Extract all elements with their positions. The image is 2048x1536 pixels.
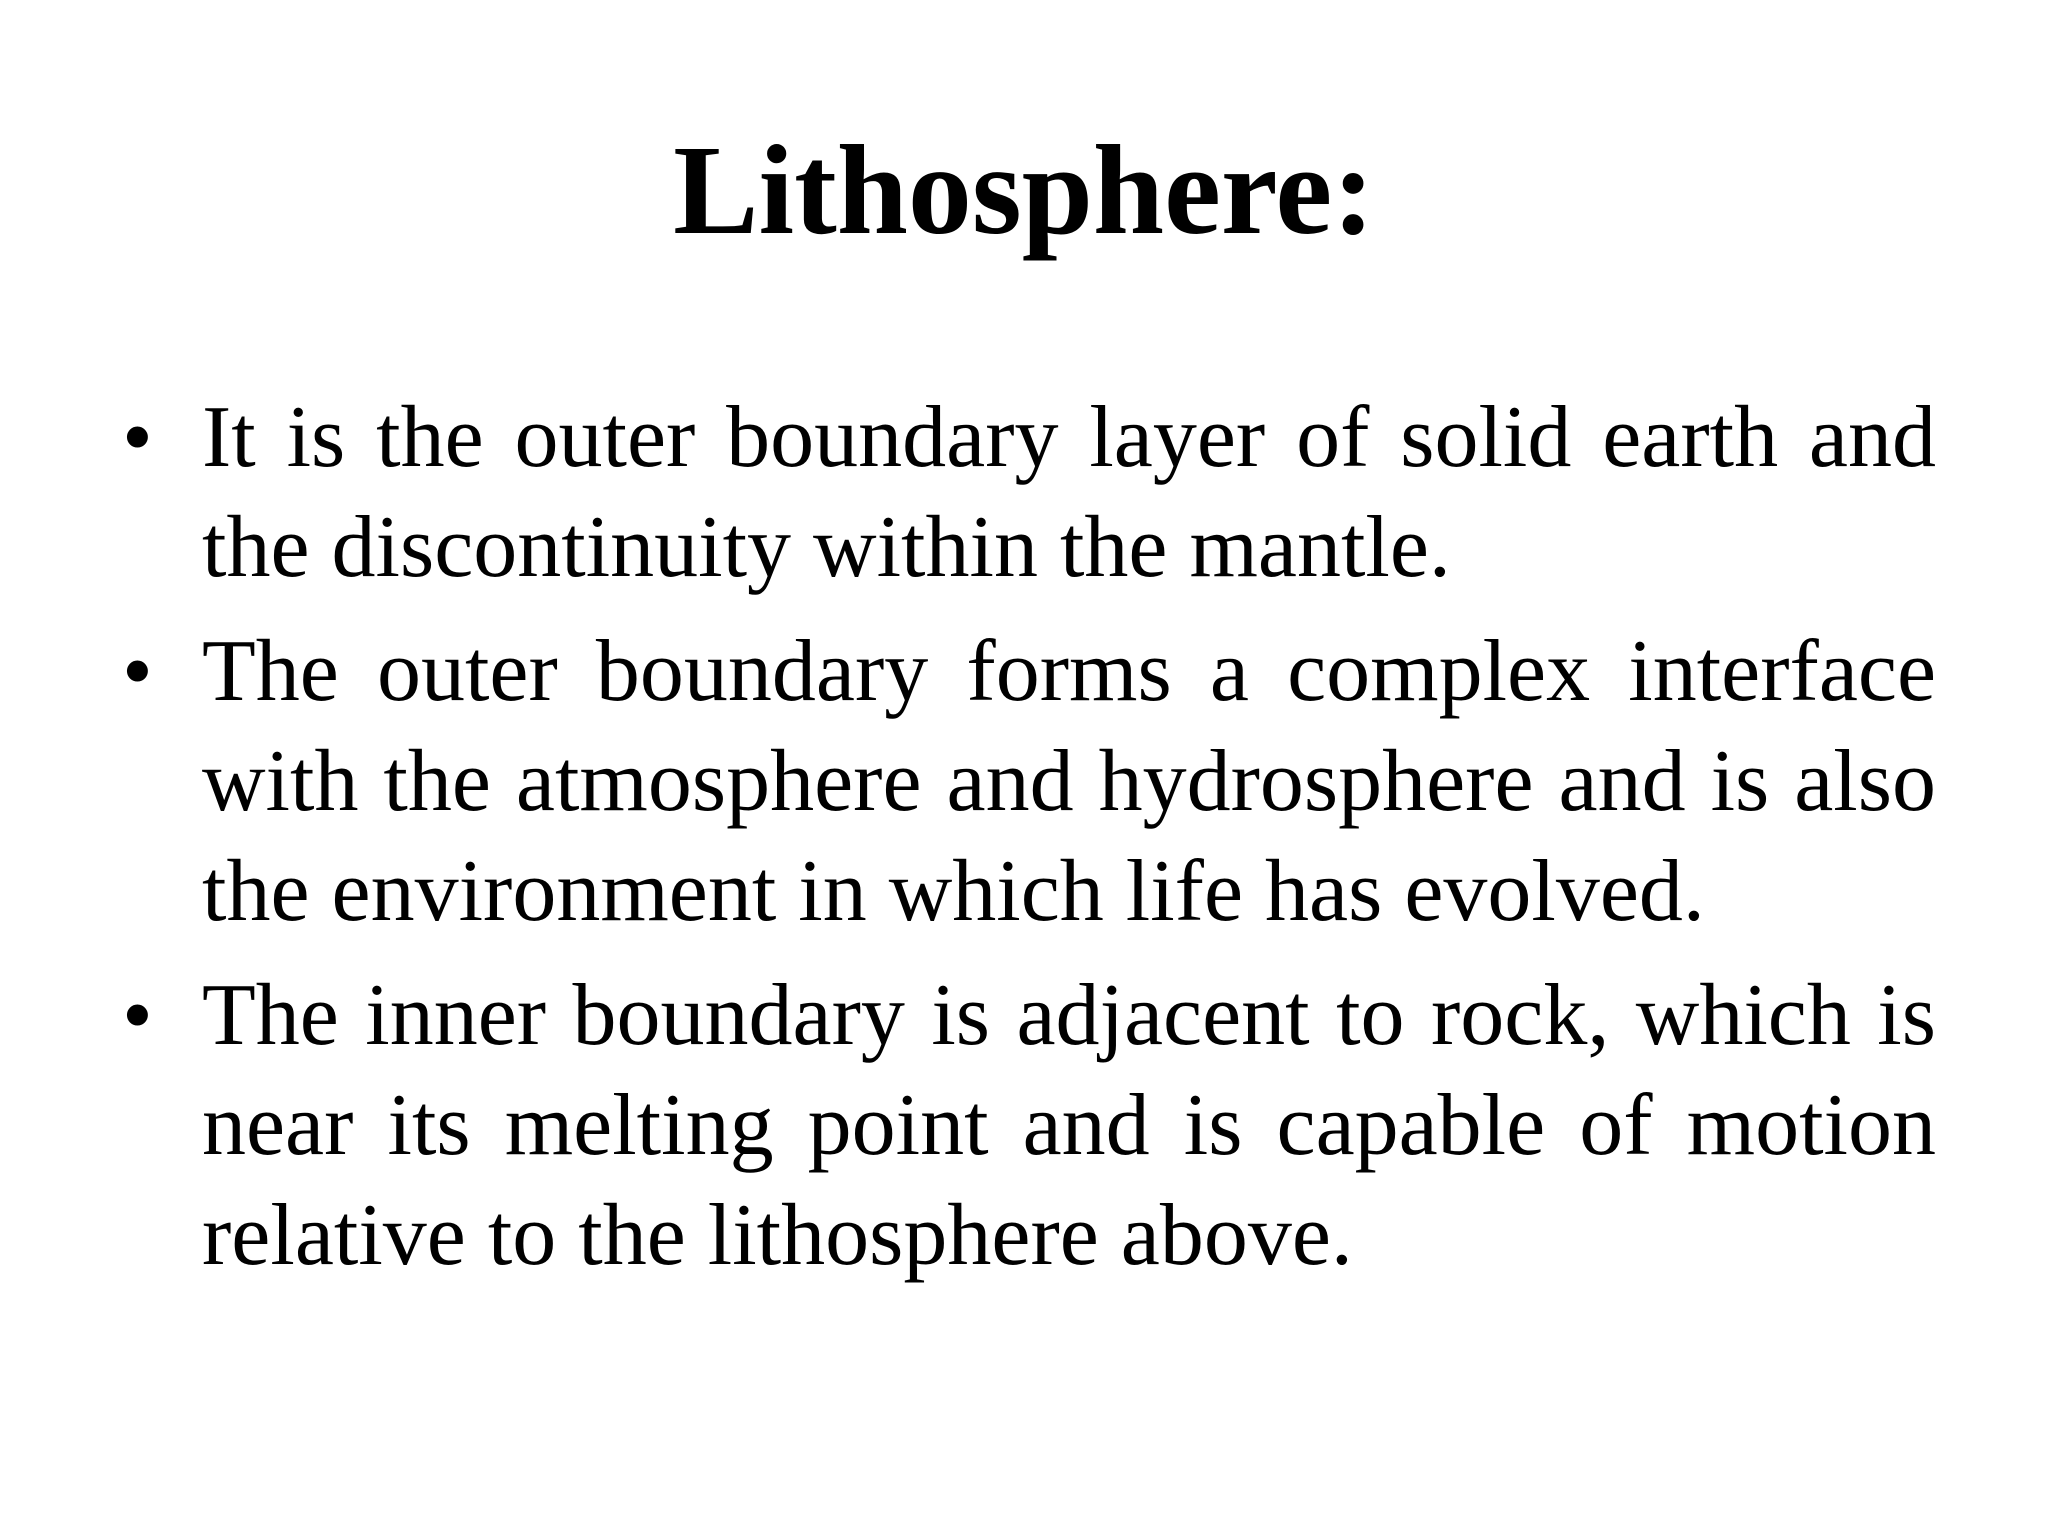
bullet-text: It is the outer boundary layer of solid earth and the discontinuity within the mantle. [202,389,1936,596]
bullet-text: The outer boundary forms a complex interface with the atmosphere and hydrosphere and is also the environment in which life has evolved. [202,623,1936,940]
bullet-list [112,383,1936,1305]
slide-title: Lithosphere: [673,119,1375,261]
bullet-icon: • [122,389,153,486]
bullet-item [112,961,1936,1291]
bullet-icon: • [122,967,153,1064]
bullet-item [112,617,1936,947]
bullet-text: The inner boundary is adjacent to rock, which is near its melting point and is capable of motion relative to the lithosphere above. [202,967,1936,1284]
bullet-item [112,383,1936,603]
bullet-icon: • [122,623,153,720]
